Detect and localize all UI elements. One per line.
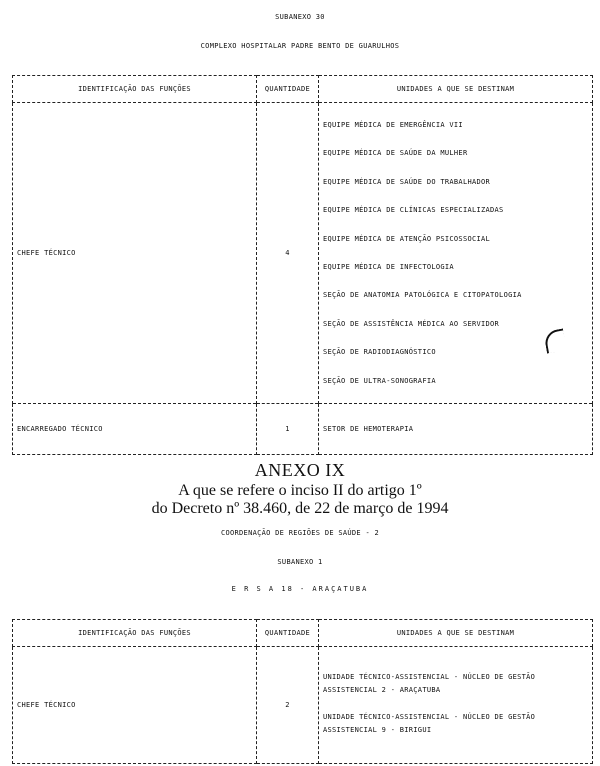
units-cell	[319, 103, 593, 404]
unit-item: SEÇÃO DE ANATOMIA PATOLÓGICA E CITOPATOLOGIA	[323, 291, 522, 300]
header-quantity: QUANTIDADE	[257, 620, 319, 647]
unit-item: EQUIPE MÉDICA DE EMERGÊNCIA VII	[323, 121, 463, 130]
functions-table-1	[12, 75, 593, 455]
function-cell: CHEFE TÉCNICO	[13, 103, 257, 404]
units-cell	[319, 404, 593, 455]
unit-item: SEÇÃO DE ASSISTÊNCIA MÉDICA AO SERVIDOR	[323, 319, 500, 328]
unit-item: SEÇÃO DE RADIODIAGNÓSTICO	[323, 348, 436, 357]
unit-item: SEÇÃO DE ULTRA-SONOGRAFIA	[323, 376, 436, 385]
quantity-cell: 1	[257, 404, 319, 455]
subanexo-1-heading: SUBANEXO 1	[277, 558, 323, 566]
header-units: UNIDADES A QUE SE DESTINAM	[319, 76, 593, 103]
unit-item: EQUIPE MÉDICA DE SAÚDE DO TRABALHADOR	[323, 177, 491, 186]
header-units: UNIDADES A QUE SE DESTINAM	[319, 620, 593, 647]
table-row	[13, 404, 593, 455]
hospital-heading: COMPLEXO HOSPITALAR PADRE BENTO DE GUARULHOS	[200, 42, 400, 50]
header-quantity: QUANTIDADE	[257, 76, 319, 103]
unit-item: UNIDADE TÉCNICO-ASSISTENCIAL - NÚCLEO DE GESTÃO ASSISTENCIAL 2 - ARAÇATUBA	[323, 673, 536, 694]
unit-item: SETOR DE HEMOTERAPIA	[323, 424, 414, 433]
unit-item: EQUIPE MÉDICA DE INFECTOLOGIA	[323, 263, 454, 271]
unit-item: UNIDADE TÉCNICO-ASSISTENCIAL - NÚCLEO DE GESTÃO ASSISTENCIAL 9 - BIRIGUI	[323, 713, 536, 734]
header-functions: IDENTIFICAÇÃO DAS FUNÇÕES	[13, 76, 257, 103]
functions-table-2	[12, 619, 593, 764]
ersa-heading: E R S A 18 - ARAÇATUBA	[231, 585, 369, 593]
table-header-row	[13, 620, 593, 647]
subanexo-heading: SUBANEXO 30	[275, 13, 325, 21]
annex-title: ANEXO IX	[254, 460, 346, 480]
unit-item: EQUIPE MÉDICA DE ATENÇÃO PSICOSSOCIAL	[323, 234, 491, 243]
unit-item: EQUIPE MÉDICA DE SAÚDE DA MULHER	[323, 149, 468, 158]
quantity-cell: 2	[257, 647, 319, 764]
table-row	[13, 103, 593, 404]
table-header-row	[13, 76, 593, 103]
unit-item: EQUIPE MÉDICA DE CLÍNICAS ESPECIALIZADAS	[323, 206, 504, 215]
annex-subtitle-line-2: do Decreto nº 38.460, de 22 de março de 1994	[151, 500, 449, 517]
function-cell: ENCARREGADO TÉCNICO	[13, 404, 257, 455]
function-cell: CHEFE TÉCNICO	[13, 647, 257, 764]
annex-subtitle-line-1: A que se refere o inciso II do artigo 1º	[178, 482, 422, 499]
units-cell	[319, 647, 593, 764]
table-row	[13, 647, 593, 764]
quantity-cell: 4	[257, 103, 319, 404]
header-functions: IDENTIFICAÇÃO DAS FUNÇÕES	[13, 620, 257, 647]
coordination-heading: COORDENAÇÃO DE REGIÕES DE SAÚDE - 2	[220, 529, 379, 537]
